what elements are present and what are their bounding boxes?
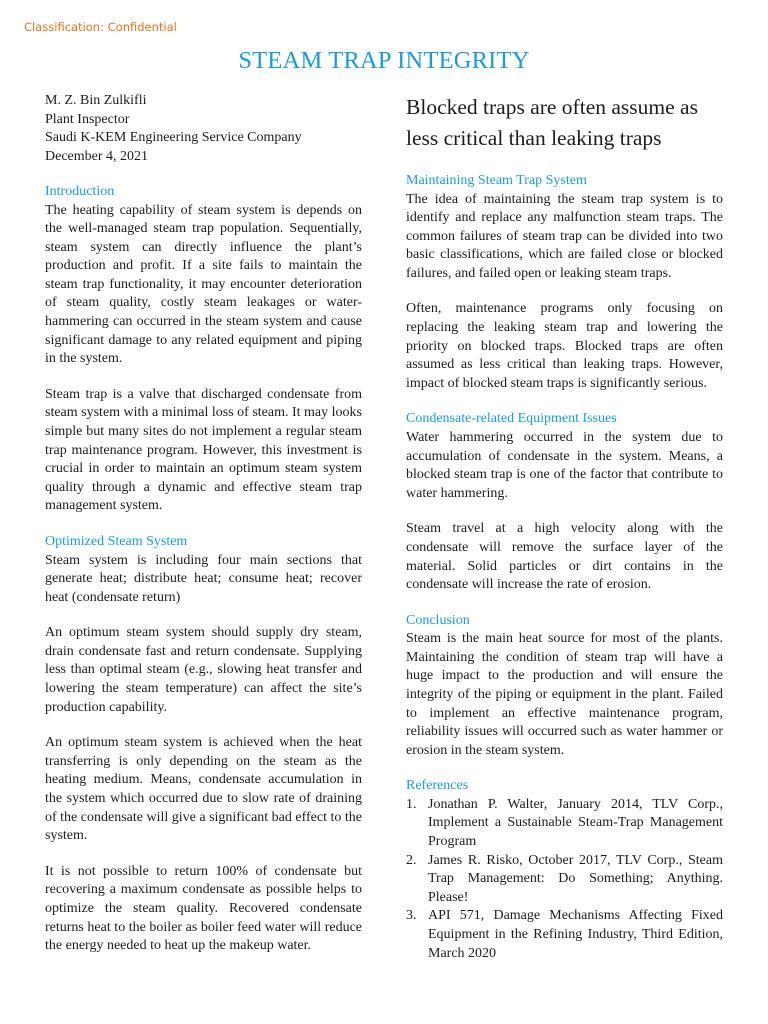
author-role: Plant Inspector (45, 111, 130, 127)
reference-text: Jonathan P. Walter, January 2014, TLV Corp., Implement a Sustainable Steam-Trap Management Program (428, 796, 723, 850)
paragraph: Steam is the main heat source for most of the plants. Maintaining the condition of steam trap will have a huge impact to the production and will ensure the integrity of the piping or equipment in the plant. Failed to implement an effective maintenance program, reliability issues will occurred such as water hammer or erosion in the steam system. (406, 631, 723, 758)
reference-number: 3. (406, 908, 417, 924)
author-name: M. Z. Bin Zulkifli (45, 93, 147, 108)
section-heading-conclusion: Conclusion (406, 612, 470, 628)
references-list (406, 796, 723, 963)
spacer (45, 846, 362, 863)
section-heading-optimized: Optimized Steam System (45, 534, 188, 549)
pull-quote: Blocked traps are often assume as less critical than leaking traps (406, 95, 698, 150)
classification-label: Classification: Confidential (24, 20, 177, 34)
spacer (45, 369, 362, 386)
section-heading-references: References (406, 778, 469, 794)
reference-text: James R. Risko, October 2017, TLV Corp., Steam Trap Management: Do Something; Anything. Please! (428, 852, 723, 905)
section-heading-condensate: Condensate-related Equipment Issues (406, 411, 617, 427)
spacer (406, 283, 723, 300)
paragraph: An optimum steam system is achieved when the heat transferring is only depending on the steam as the heating medium. Means, condensate accumulation in the system which occurred due to slow rate of draining of the condensate will give a significant bad effect to the system. (45, 735, 362, 844)
paragraph: It is not possible to return 100% of condensate but recovering a maximum condensate as possible helps to optimize the steam quality. Recovered condensate returns heat to the boiler as boiler feed water will reduce the energy needed to heat up the makeup water. (45, 863, 362, 954)
spacer (45, 717, 362, 734)
reference-item (406, 796, 723, 852)
reference-item (406, 852, 723, 908)
reference-number: 2. (406, 852, 417, 868)
paragraph: An optimum steam system should supply dry steam, drain condensate fast and return condensate. Supplying less than optimal steam (e.g., slowing heat transfer and lowering the steam temperature) can affect the site’s production capability. (45, 625, 362, 715)
author-company: Saudi K-KEM Engineering Service Company (45, 130, 302, 145)
paragraph: Steam travel at a high velocity along with the condensate will remove the surface layer of the material. Solid particles or dirt contains in the condensate will increase the rate of erosion. (406, 521, 723, 593)
spacer (45, 516, 362, 533)
right-column (406, 92, 723, 963)
reference-item (406, 907, 723, 963)
section-heading-maintaining: Maintaining Steam Trap System (406, 173, 587, 188)
paragraph: The idea of maintaining the steam trap system is to identify and replace any malfunction steam traps. The common failures of steam trap can be divided into two basic classifications, which are failed close or blocked failures, and failed open or leaking steam traps. (406, 191, 723, 281)
spacer (406, 595, 723, 612)
spacer (45, 607, 362, 624)
document-date: December 4, 2021 (45, 148, 149, 164)
spacer (406, 503, 723, 520)
document-title: STEAM TRAP INTEGRITY (238, 47, 530, 74)
section-heading-introduction: Introduction (45, 184, 115, 199)
paragraph: The heating capability of steam system is depends on the well-managed steam trap population. Sequentially, steam system can directly influence the plant’s production and profit. If a site fails to maintain the steam trap functionality, it may encounter deterioration of steam quality, costly steam leakages or water-hammering can occurred in the steam system and cause significant damage to any related equipment and piping in the system. (45, 202, 362, 367)
author-block (45, 92, 362, 166)
paragraph: Steam trap is a valve that discharged condensate from steam system with a minimal loss of steam. It may looks simple but many sites do not implement a regular steam trap maintenance program. However, this investment is crucial in order to maintain an optimum steam system quality through a dynamic and effective steam trap management system. (45, 386, 362, 514)
paragraph: Steam system is including four main sections that generate heat; distribute heat; consume heat; recover heat (condensate return) (45, 552, 362, 605)
paragraph: Water hammering occurred in the system due to accumulation of condensate in the system. Means, a blocked steam trap is one of the factor that contribute to water hammering. (406, 429, 723, 501)
reference-number: 1. (406, 796, 417, 812)
paragraph: Often, maintenance programs only focusing on replacing the leaking steam trap and lowering the priority on blocked traps. Blocked traps are often assumed as less critical than leaking traps. However, impact of blocked steam traps is significantly serious. (406, 301, 723, 391)
spacer (406, 393, 723, 410)
spacer (406, 154, 723, 172)
left-column (45, 92, 362, 956)
reference-text: API 571, Damage Mechanisms Affecting Fixed Equipment in the Refining Industry, Third Edition, March 2020 (428, 908, 723, 961)
spacer (45, 166, 362, 183)
spacer (406, 760, 723, 777)
